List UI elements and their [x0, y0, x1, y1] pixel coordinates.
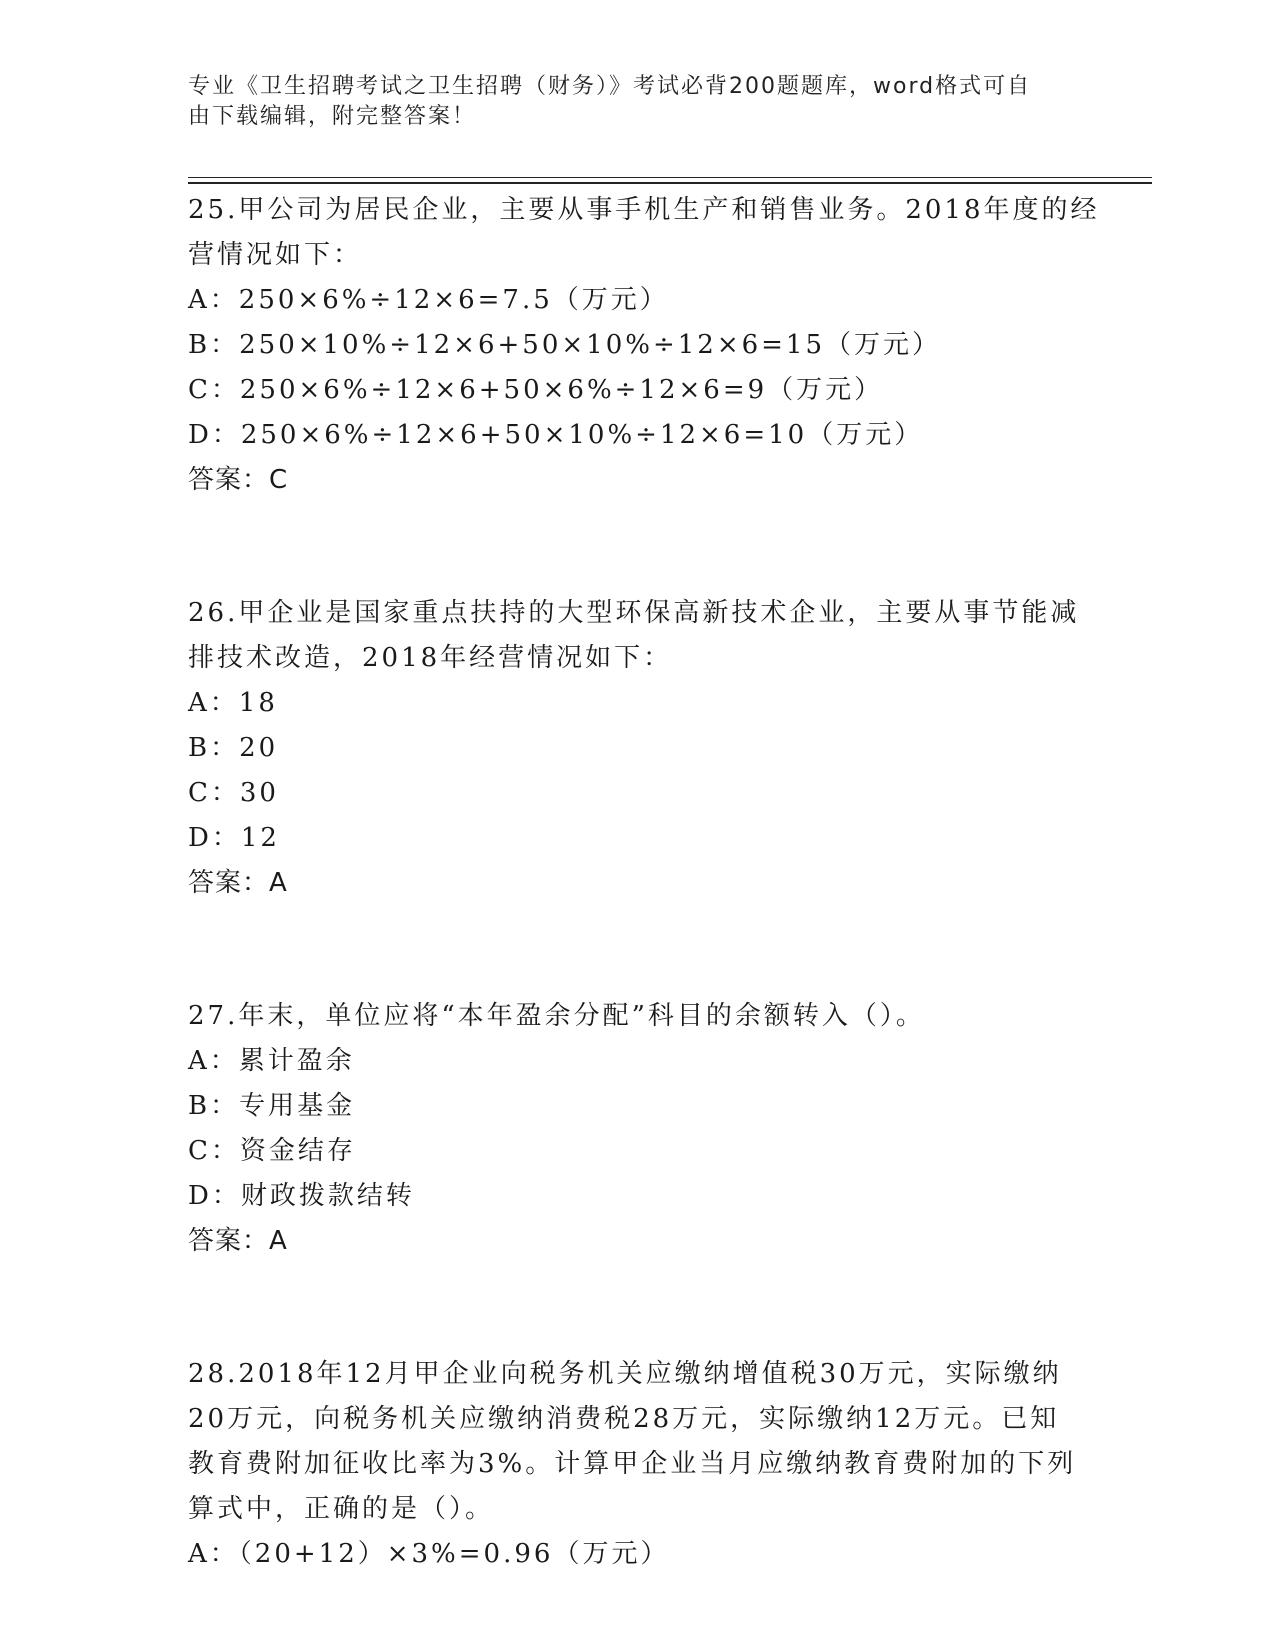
- option-b: B：专用基金: [188, 1091, 356, 1121]
- question-stem-line: 教育费附加征收比率为3%。计算甲企业当月应缴纳教育费附加的下列: [188, 1449, 1077, 1479]
- question-26: [188, 591, 1088, 906]
- question-stem-line: 25.甲公司为居民企业，主要从事手机生产和销售业务。2018年度的经: [188, 195, 1100, 225]
- question-stem-line: 27.年末，单位应将“本年盈余分配”科目的余额转入（）。: [188, 1001, 925, 1031]
- option-a: A：（20+12）×3%=0.96（万元）: [188, 1539, 670, 1569]
- option-c: C：250×6%÷12×6+50×6%÷12×6=9（万元）: [188, 375, 884, 405]
- question-stem-line: 28.2018年12月甲企业向税务机关应缴纳增值税30万元，实际缴纳: [188, 1359, 1062, 1389]
- option-d: D：250×6%÷12×6+50×10%÷12×6=10（万元）: [188, 420, 924, 450]
- option-d: D：财政拨款结转: [188, 1181, 415, 1211]
- header-divider-thin: [188, 177, 1152, 178]
- answer: 答案：C: [188, 465, 289, 495]
- question-stem-line: 算式中，正确的是（）。: [188, 1494, 495, 1524]
- question-28: [188, 1352, 1088, 1577]
- document-header: [188, 72, 1088, 132]
- question-stem-line: 营情况如下：: [188, 240, 363, 270]
- option-a: A：累计盈余: [188, 1046, 355, 1076]
- question-stem-line: 26.甲企业是国家重点扶持的大型环保高新技术企业，主要从事节能减: [188, 598, 1080, 628]
- questions-container: [188, 188, 1100, 1577]
- question-stem-line: 排技术改造，2018年经营情况如下：: [188, 643, 673, 673]
- header-divider-thick: [188, 182, 1152, 184]
- answer: 答案：A: [188, 868, 288, 898]
- option-b: B：250×10%÷12×6+50×10%÷12×6=15（万元）: [188, 330, 942, 360]
- question-stem-line: 20万元，向税务机关应缴纳消费税28万元，实际缴纳12万元。已知: [188, 1404, 1060, 1434]
- option-c: C：30: [188, 778, 279, 808]
- option-d: D：12: [188, 823, 280, 853]
- option-a: A：250×6%÷12×6=7.5（万元）: [188, 285, 669, 315]
- question-27: [188, 994, 1088, 1264]
- answer: 答案：A: [188, 1226, 288, 1256]
- option-b: B：20: [188, 733, 279, 763]
- header-line-2: 由下载编辑，附完整答案！: [188, 104, 477, 129]
- option-a: A：18: [188, 688, 278, 718]
- question-25: [188, 188, 1100, 503]
- header-line-1: 专业《卫生招聘考试之卫生招聘（财务）》考试必背200题题库，word格式可自: [188, 74, 1032, 99]
- option-c: C：资金结存: [188, 1136, 356, 1166]
